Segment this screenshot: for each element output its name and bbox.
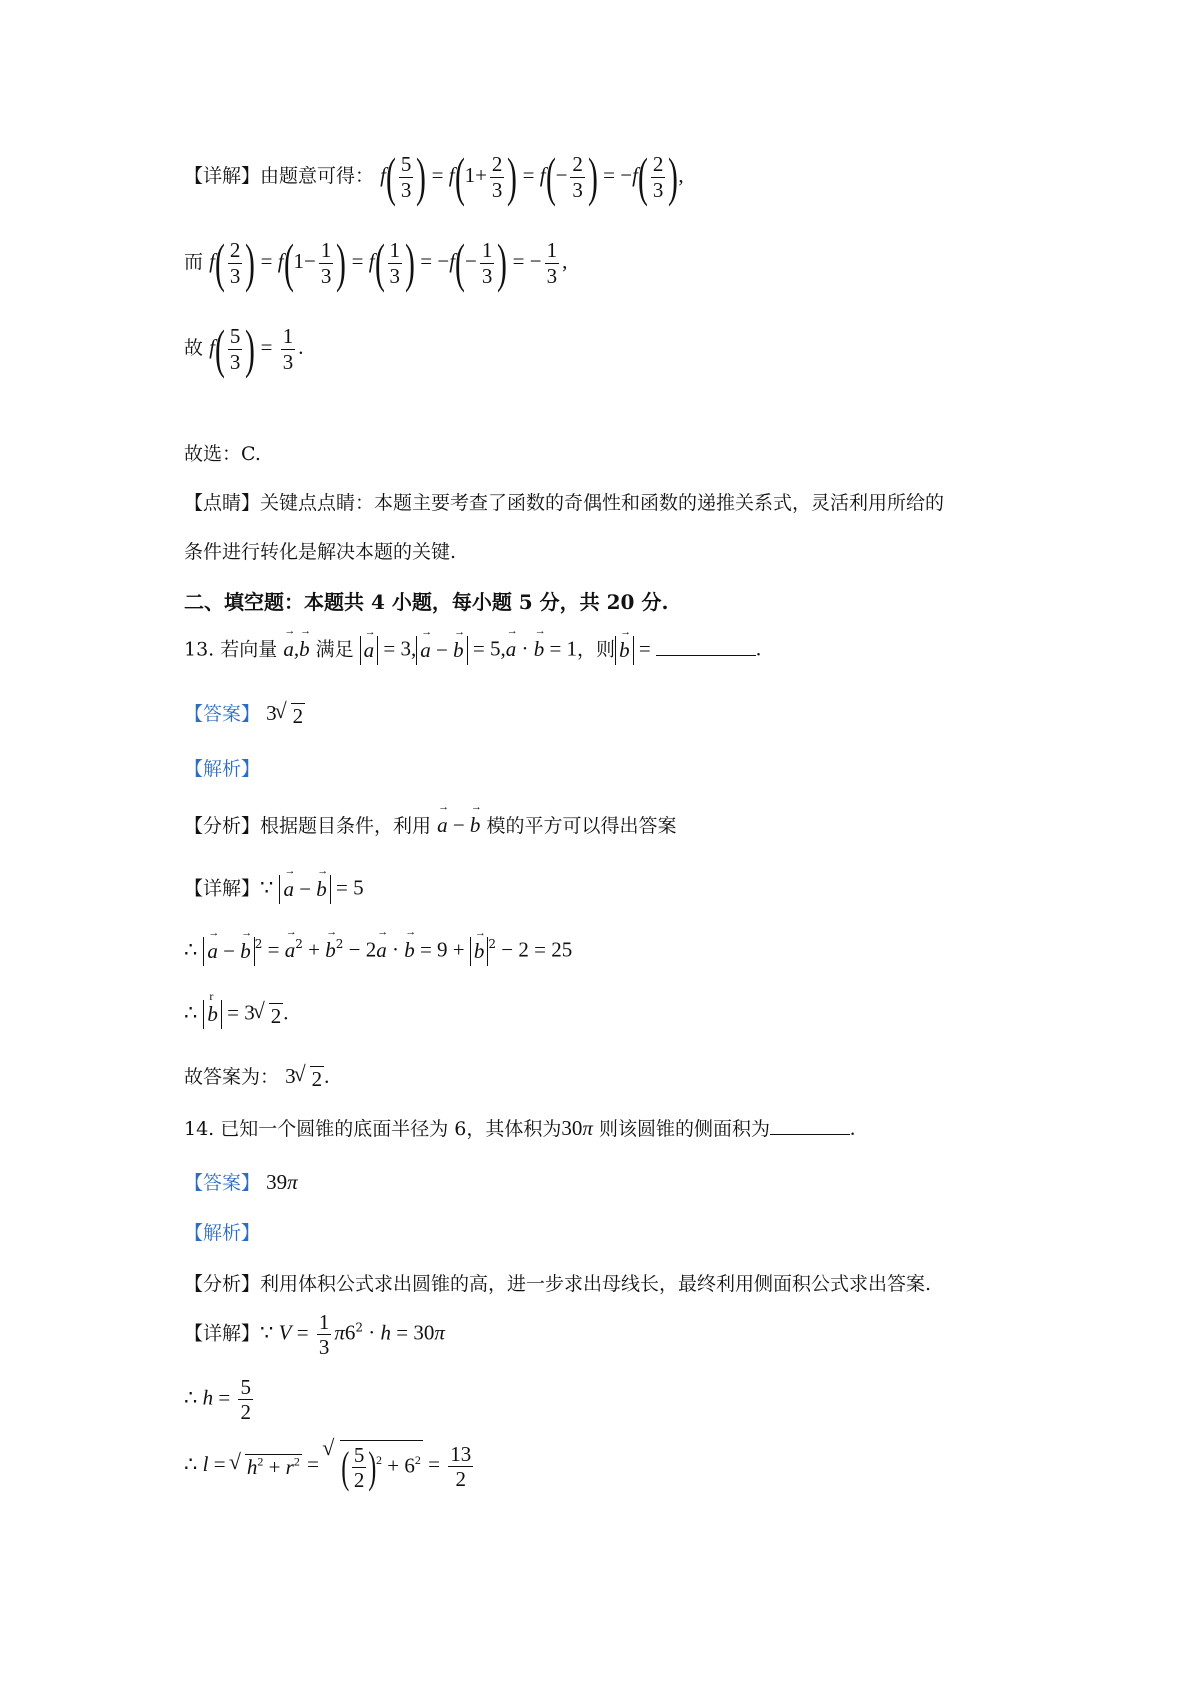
q13-detail-line-2: ∴ → a − → b $^2$ = → $a^2$ + → $b^2 - 2\to a$ · → b = 9 + → b $^2$ − 2 = 25: [184, 937, 572, 966]
key-point-line-1: 【点睛】关键点点睛：本题主要考查了函数的奇偶性和函数的递推关系式，灵活利用所给的: [184, 492, 945, 514]
question-14: 14. 已知一个圆锥的底面半径为 6，其体积为30π 则该圆锥的侧面积为 .: [184, 1116, 856, 1140]
q13-detail-line-3: ∴ r b = 3√ 2.: [184, 1000, 289, 1029]
q14-fenxi-line: 【分析】利用体积公式求出圆锥的高，进一步求出母线长，最终利用侧面积公式求出答案.: [184, 1273, 932, 1295]
q14-detail-line-1: 【详解】∵ V = $\frac{1}{3}$ $\pi 6^2 \cdot h = 30\pi$: [184, 1310, 445, 1360]
q14-analysis-label: 【解析】: [184, 1222, 261, 1244]
choice-line: 故选：C.: [184, 443, 261, 465]
q13-fenxi-line: 【分析】根据题目条件，利用 → a − → b 模的平方可以得出答案: [184, 815, 676, 836]
q13-answer-line: 【答案】 3√ 2: [184, 703, 305, 727]
detail-line-3: 故 f( $\frac{5}{3}$ ) = $\frac{1}{3}$ .: [184, 319, 304, 379]
key-point-line-2: 条件进行转化是解决本题的关键.: [184, 541, 457, 563]
detail-label: 【详解】: [184, 165, 261, 187]
q14-answer-line: 【答案】 39π: [184, 1170, 298, 1194]
q13-detail-line-1: 【详解】∵ → a − → b = 5: [184, 875, 364, 904]
question-13: 13. 若向量 → a,→ b 满足 → a = 3,→ a − → b = 5,→ a · → b = 1，则→ b = .: [184, 636, 761, 665]
q13-final-answer: 故答案为： 3√ 2.: [184, 1066, 329, 1090]
q14-detail-line-3: ∴ l = √ $h^2 + r^2$ = √ ( $\frac{5}{2}$ )$^2 + 6^2$ = $\frac{13}{2}$: [184, 1440, 476, 1492]
section-heading: 二、填空题：本题共 4 小题，每小题 5 分，共 20 分.: [184, 590, 669, 614]
math-expr: f: [380, 163, 386, 187]
detail-text: 由题意可得：: [260, 165, 375, 187]
q13-analysis-label: 【解析】: [184, 758, 261, 780]
detail-line-1: 【详解】由题意可得： f( $\frac{5}{3}$ ) = f(1+ $\frac{2}{3}$ ) = f(− $\frac{2}{3}$ ) = −f( $\frac{2}{3}$ ),: [184, 147, 684, 207]
q14-detail-line-2: ∴ h = $\frac{5}{2}$: [184, 1375, 251, 1425]
detail-line-2: 而 f( $\frac{2}{3}$ ) = f(1− $\frac{1}{3}$ ) = f( $\frac{1}{3}$ ) = −f(− $\frac{1}{3}$ ) = − $\frac{1}{3}$ ,: [184, 233, 568, 293]
